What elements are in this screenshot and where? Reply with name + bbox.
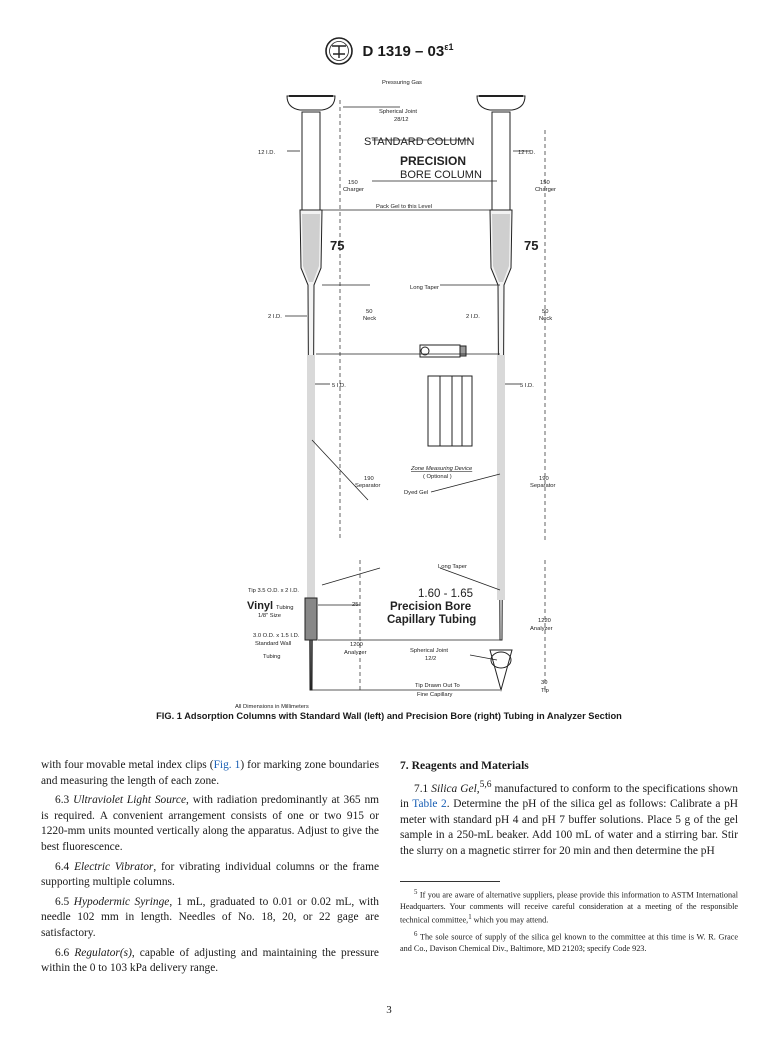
label-5id-left: 5 I.D. bbox=[332, 383, 346, 389]
label-190-right: 190 bbox=[539, 476, 549, 482]
label-precision-2: BORE COLUMN bbox=[400, 169, 482, 181]
paragraph-6-4: 6.4 Electric Vibrator, for vibrating individual columns or the frame supporting multiple columns. bbox=[41, 860, 379, 889]
label-size: 1/8" Size bbox=[258, 613, 282, 619]
label-50-right: 50 bbox=[542, 309, 549, 315]
label-all-dims: All Dimensions in Millimeters bbox=[235, 704, 309, 710]
label-long-taper-bottom: Long Taper bbox=[438, 564, 467, 570]
label-spherical-joint-top-size: 28/12 bbox=[394, 117, 409, 123]
label-std-wall-1: 3.0 O.D. x 1.5 I.D. bbox=[253, 633, 300, 639]
label-std-wall-2: Standard Wall bbox=[255, 641, 292, 647]
label-2id-right: 2 I.D. bbox=[466, 314, 480, 320]
label-75-right: 75 bbox=[524, 238, 539, 253]
label-75-left: 75 bbox=[330, 238, 345, 253]
label-tip-left: Tip 3.5 O.D. x 2 I.D. bbox=[248, 588, 300, 594]
label-vinyl: Vinyl bbox=[247, 600, 274, 612]
label-precision-1: PRECISION bbox=[400, 154, 467, 168]
label-optional: ( Optional ) bbox=[423, 474, 452, 480]
paragraph-6-3: 6.3 Ultraviolet Light Source, with radiation predominantly at 365 nm is required. A convenient arrangement consists of one or two 915 or 1220-mm units mounted vertically along the apparatus. Adjust to give the best fluorescence. bbox=[41, 794, 379, 853]
label-2id-left: 2 I.D. bbox=[268, 314, 282, 320]
precision-bore-column-drawing bbox=[477, 96, 525, 690]
left-text-column bbox=[41, 758, 379, 981]
label-150-right: 150 bbox=[540, 180, 550, 186]
label-spherical-joint-bottom: Spherical Joint bbox=[410, 648, 449, 654]
footnote-5: $^5$ If you are aware of alternative suppliers, please provide this information to ASTM International Headquarters. Your comments will receive careful consideration at a meeting of the responsible technical committee,$^1$ which you may attend. bbox=[400, 889, 738, 925]
paragraph-6-6: 6.6 Regulator(s), capable of adjusting and maintaining the pressure within the 0 to 103 kPa delivery range. bbox=[41, 946, 379, 975]
label-25: 25 bbox=[352, 602, 359, 608]
label-standard-column: STANDARD COLUMN bbox=[364, 136, 475, 148]
label-dyed-gel: Dyed Gel bbox=[404, 490, 429, 496]
page-number: 3 bbox=[386, 1004, 392, 1016]
label-separator-right: Separator bbox=[530, 483, 556, 489]
footnote-divider bbox=[400, 881, 500, 882]
label-charger-left: Charger bbox=[343, 187, 364, 193]
section-heading-7: 7. Reagents and Materials bbox=[400, 759, 529, 772]
label-150-left: 150 bbox=[348, 180, 358, 186]
label-tip-drawn-2: Fine Capillary bbox=[417, 692, 453, 698]
label-std-wall-3: Tubing bbox=[263, 654, 281, 660]
label-analyzer-right: Analyzer bbox=[530, 626, 553, 632]
label-30: 30 bbox=[541, 680, 548, 686]
label-precision-tubing-3: Capillary Tubing bbox=[387, 614, 477, 626]
right-text-column bbox=[400, 758, 738, 959]
label-spherical-joint-top: Spherical Joint bbox=[379, 109, 418, 115]
paragraph-7-1: 7.1 Silica Gel,$^{5,6}$ manufactured to conform to the specifications shown in Table 2. Determine the pH of the silica gel as follows: Calibrate a pH meter with standard pH 4 and pH 7 buffer solutions. Place 5 g of the gel sample in a 250-mL beaker. Add 100 mL of water and a stirring bar. Stir the slurry on a magnetic stirrer for 20 min and then determine the pH bbox=[400, 779, 738, 857]
label-190-left: 190 bbox=[364, 476, 374, 482]
paragraph-6-5: 6.5 Hypodermic Syringe, 1 mL, graduated to 0.01 or 0.02 mL, with needle 102 mm in length. Needles of No. 18, 20, or 22 gage are satisfactory. bbox=[41, 895, 379, 939]
label-pack-gel: Pack Gel to this Level bbox=[376, 204, 433, 210]
zone-measuring-device-drawing bbox=[420, 345, 472, 446]
label-precision-tubing-1: 1.60 - 1.65 bbox=[418, 588, 473, 600]
label-50-left: 50 bbox=[366, 309, 373, 315]
label-tubing-vinyl: Tubing bbox=[276, 605, 294, 611]
paragraph-6-2-continued: with four movable metal index clips (Fig. 1) for marking zone boundaries and measuring the length of each zone. bbox=[41, 759, 380, 787]
label-12id-right: 12 I.D. bbox=[518, 150, 536, 156]
label-neck-right: Neck bbox=[539, 316, 553, 322]
standard-designation: D $1319 - 03^{\varepsilon 1}$ bbox=[362, 42, 454, 60]
label-12id-left: 12 I.D. bbox=[258, 150, 276, 156]
label-5id-right: 5 I.D. bbox=[520, 383, 534, 389]
label-pressuring-gas: Pressuring Gas bbox=[382, 80, 422, 86]
label-precision-tubing-2: Precision Bore bbox=[390, 601, 472, 613]
figure-caption: FIG. 1 Adsorption Columns with Standard Wall (left) and Precision Bore (right) Tubing in Analyzer Section bbox=[156, 711, 622, 721]
label-charger-right: Charger bbox=[535, 187, 556, 193]
fig-1-link[interactable]: Fig. 1 bbox=[213, 759, 241, 771]
label-1220: 1220 bbox=[538, 618, 551, 624]
label-tip-right: Tip bbox=[541, 688, 549, 694]
footnote-6: $^6$ The sole source of supply of the silica gel known to the committee at this time is W. R. Grace and Co., Davison Chemical Div., Baltimore, MD 21203; specify Code 923. bbox=[400, 931, 738, 953]
table-2-link[interactable]: Table 2 bbox=[412, 797, 447, 810]
label-zone-device: Zone Measuring Device bbox=[411, 466, 473, 472]
label-separator-left: Separator bbox=[355, 483, 381, 489]
label-analyzer-left: Analyzer bbox=[344, 650, 367, 656]
label-1200: 1200 bbox=[350, 642, 363, 648]
label-neck-left: Neck bbox=[363, 316, 377, 322]
label-spherical-joint-bottom-size: 12/2 bbox=[425, 656, 437, 662]
label-tip-drawn-1: Tip Drawn Out To bbox=[415, 683, 460, 689]
standard-column-drawing bbox=[287, 96, 335, 690]
label-long-taper-top: Long Taper bbox=[410, 285, 439, 291]
